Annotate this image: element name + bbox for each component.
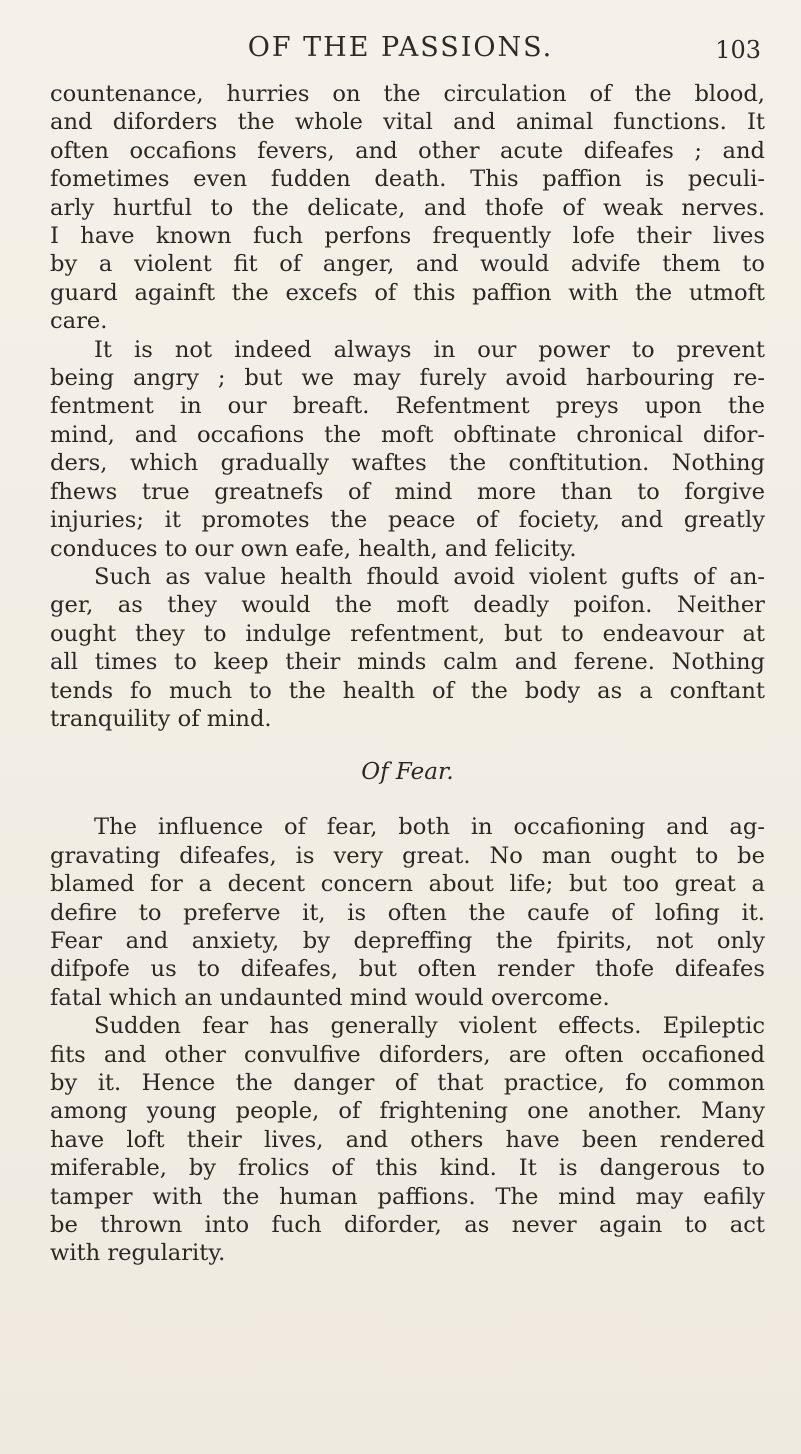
text-line: miferable, by frolics of this kind. It is dangerous to — [50, 1155, 765, 1182]
text-line: by it. Hence the danger of that practice, fo common — [50, 1070, 765, 1096]
paragraph — [50, 336, 765, 563]
text-line: gravating difeafes, is very great. No man ought to be — [50, 842, 765, 869]
text-line: I have known fuch perfons frequently lofe their lives — [50, 223, 765, 250]
text-line: among young people, of frightening one another. Many — [50, 1098, 765, 1125]
paragraph — [50, 80, 765, 336]
text-line: fits and other convulfive diforders, are often occafioned — [50, 1041, 765, 1068]
text-line: countenance, hurries on the circulation of the blood, — [50, 81, 765, 107]
text-line: care. — [50, 308, 108, 335]
text-line: be thrown into fuch diforder, as never again to act — [50, 1212, 765, 1239]
text-line: fometimes even fudden death. This paffion is peculi- — [50, 166, 765, 193]
text-line: fhews true greatnefs of mind more than to forgive — [50, 478, 765, 505]
text-line: difpofe us to difeafes, but often render thofe difeafes — [50, 956, 765, 983]
text-line: guard againft the excefs of this paffion with the utmoft — [50, 279, 765, 306]
text-line: fatal which an undaunted mind would overcome. — [50, 984, 610, 1011]
text-line: ders, which gradually waftes the conftitution. Nothing — [50, 450, 765, 477]
body-text — [50, 80, 765, 1268]
text-line: tamper with the human paffions. The mind may eafily — [50, 1183, 765, 1210]
text-line: have loft their lives, and others have been rendered — [50, 1126, 765, 1153]
text-line: all times to keep their minds calm and ferene. Nothing — [50, 649, 765, 676]
text-line: Fear and anxiety, by depreffing the fpirits, not only — [50, 927, 765, 954]
text-line: ought they to indulge refentment, but to endeavour at — [50, 620, 765, 647]
text-line: and diforders the whole vital and animal functions. It — [50, 109, 765, 136]
text-line: fentment in our breaft. Refentment preys upon the — [50, 393, 765, 420]
text-line: with regularity. — [50, 1240, 226, 1267]
text-line: mind, and occafions the moft obftinate chronical difor- — [50, 421, 765, 448]
text-line: tends fo much to the health of the body as a conftant — [50, 677, 765, 704]
text-line: ger, as they would the moft deadly poifon. Neither — [50, 592, 765, 619]
text-line: arly hurtful to the delicate, and thofe of weak nerves. — [50, 194, 765, 221]
section-heading: Of Fear. — [361, 759, 454, 786]
text-line: being angry ; but we may furely avoid harbouring re- — [50, 365, 765, 392]
text-line: Sudden fear has generally violent effects. Epileptic — [94, 1013, 765, 1040]
text-line: by a violent fit of anger, and would advife them to — [50, 251, 765, 278]
text-line: tranquility of mind. — [50, 705, 272, 732]
paragraph — [50, 813, 765, 1012]
text-line: The influence of fear, both in occafioning and ag- — [94, 814, 765, 841]
text-line: Such as value health fhould avoid violent gufts of an- — [94, 563, 765, 590]
running-title: OF THE PASSIONS. — [247, 32, 554, 63]
page-number: 103 — [715, 36, 761, 64]
text-line: blamed for a decent concern about life; but too great a — [50, 871, 765, 898]
text-line: It is not indeed always in our power to prevent — [94, 336, 765, 363]
text-line: injuries; it promotes the peace of fociety, and greatly — [50, 507, 765, 534]
text-line: conduces to our own eafe, health, and felicity. — [50, 535, 577, 562]
text-line: defire to preferve it, is often the caufe of lofing it. — [50, 899, 765, 926]
paragraph — [50, 563, 765, 733]
text-line: often occafions fevers, and other acute difeafes ; and — [50, 137, 765, 164]
paragraph — [50, 1012, 765, 1268]
running-head — [0, 28, 801, 68]
